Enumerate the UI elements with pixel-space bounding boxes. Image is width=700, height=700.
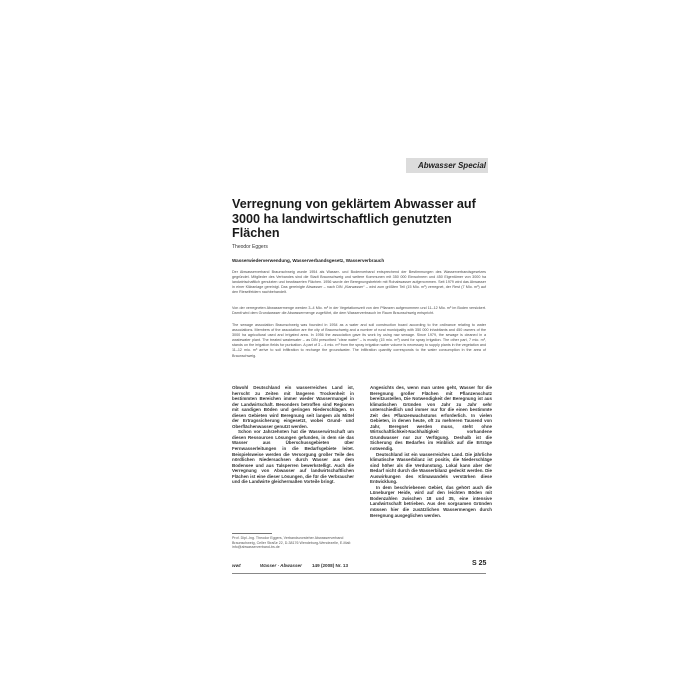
abstract-german: Der Abwasserverband Braunschweig wurde 1954 als Wasser- und Bodenverband entsprechend der Bestimmungen des Wasserverbandsgesetzes gegründet. Mitglieder des Verbandes sind die Stadt Braunschweig und weitere Kommunen mit 350 000 Einwohnern und 450 Eigentümer von 3000 ha landwirtschaftlich genutzten und bewässerten Flächen. 1956 wurde der Beregnungsbetrieb mit Rohabwasser aufgenommen. Seit 1979 wird das Abwasser in einer Kläranlage gereinigt. Das gereinigte Abwasser – nach DIN „Klarwasser“ – wird zum größten Teil (15 Mio. m³) verregnet, der Rest (7 Mio. m³) auf den Rieselfeldern nachbehandelt. xyxy=(232,270,486,295)
body-paragraph: Obwohl Deutschland ein wasserreiches Land ist, herrscht zu Zeiten mit längeren Trockenheit in bestimmten Bereichen immer wieder Wassermangel in der Landwirtschaft. Besonders betroffen sind Regionen mit sandigen Böden und geringen Niederschlägen. In diesen Gebieten wird Beregnung seit langem als Mittel der Ertragssicherung eingesetzt, wobei Grund- und Oberflächenwasser genutzt werden. xyxy=(232,385,354,429)
abstract-german-continued: Von der verregneten Abwassermenge werden 3–4 Mio. m³ in der Vegetationszeit von den Pflanzen aufgenommen und 11–12 Mio. m³ im Boden versickert. Damit wird dem Grundwasser die Abwassermenge zugeführt, die dem Wasserverbrauch im Raum Braunschweig entspricht. xyxy=(232,306,486,316)
footnote-divider xyxy=(232,533,272,534)
journal-logo: wwt xyxy=(232,563,241,568)
article-keywords: Wasserwiederverwendung, Wasserverbandsgesetz, Wasserverbrauch xyxy=(232,258,385,263)
body-column-right xyxy=(370,385,492,518)
body-paragraph: In dem beschriebenen Gebiet, das gehört auch die Lüneburger Heide, wird auf den leichten Böden mit Bodenzahlen zwischen 18 und 35, eine intensive Landwirtschaft betrieben. Aus den sorgsamen Gründen müssen hier die zusätzlichen Wassermengen durch Beregnung ausgeglichen werden. xyxy=(370,484,492,518)
body-column-left xyxy=(232,385,354,485)
journal-volume: 149 (2008) Nr. 13 xyxy=(312,563,349,568)
author-footnote: Prof. Dipl.-Ing. Theodor Eggers, Verbandsvorsteher Abwasserverband Braunschweig, Celler Straße 22, D-38176 Wendeburg-Wendezelle, E-Mail: info@abwasserverband-bs.de xyxy=(232,536,352,550)
article-title: Verregnung von geklärtem Abwasser auf 3000 ha landwirtschaftlich genutzten Flächen xyxy=(232,197,476,241)
footer-rule xyxy=(232,573,486,574)
body-paragraph: Schon vor Jahrzehnten hat die Wasserwirtschaft um diesen Ressourcen Lösungen gefunden, in dem sie das Wasser aus Überschussgebieten über Fernwasserleitungen in die Bedarfsgebiete leitet. Beispielsweise werden die Versorgung großer Teile des nördlichen Niedersachsen durch Wasser aus dem Bodensee und aus Talsperren bewerkstelligt. Auch die Verregnung von Abwasser auf landwirtschaftlichen Flächen ist eine dieser Lösungen, die für die Verbraucher und die Landwirte gleichermaßen Vorteile bringt. xyxy=(232,429,354,485)
abstract-english: The sewage association Braunschweig was founded in 1954 as a water and soil construction board according to the ordinance relating to water associations. Members of the association are the city of Braunschweig and a number of rural municipality with 350 000 inhabitants and 450 owners of the 3000 ha agricultural used and irrigated area. In 1956 the association gave its work by using raw sewage. Since 1979, the sewage is cleaned in a wastewater plant. The treated wastewater – as DIN prescribed "clear water" – is mostly (15 mio. m³) used for spray irrigation. The other part, 7 mio. m³, stands on the irrigation fields for purication. A part of 3 – 4 mio. m³ from the spray irrigation water volume is necessary to supply plants in the vegetation and 11–12 mio. m³ arrive to soil infiltration to recharge the groundwater. The infiltration quantity corresponds to the water consumption in the area of Braunschweig. xyxy=(232,323,486,358)
section-tag: Abwasser Special xyxy=(417,161,486,170)
body-paragraph: Deutschland ist ein wasserreiches Land. Die jährliche klimatische Wasserbilanz ist positiv, die Niederschläge sind höher als die Verdunstung. Lokal kann aber der Bedarf nicht durch die Wasserbilanz gedeckt werden. Die Auswirkungen des Klimawandels verstärken diese Entwicklung. xyxy=(370,451,492,485)
article-author: Theodor Eggers xyxy=(232,244,268,250)
journal-name: Wasser · Abwasser xyxy=(260,563,302,568)
page-number: S 25 xyxy=(472,560,487,567)
body-paragraph: Angesichts des, wenn man unten geht, Wasser für die Beregnung großer Flächen mit Pflanzenschutz bereitzustellen, Die Notwendigkeit der Beregnung ist aus klimatischen Gründen von Jahr zu Jahr sehr unterschiedlich und immer nur für die einen bestimmte Zeit des Pflanzenwachstums erforderlich. In vielen Gebieten, in denen heute, oft zu mehreren Tausend von Jahr, Beregnet werden muss, steht ohne Wirtschaftlichkeit-Nachhaltigkeit vorhandene Grundwasser nur zur Verfügung. Deshalb ist die Sicherung des Bedarfes im Hinblick auf die Erträge notwendig. xyxy=(370,385,492,452)
